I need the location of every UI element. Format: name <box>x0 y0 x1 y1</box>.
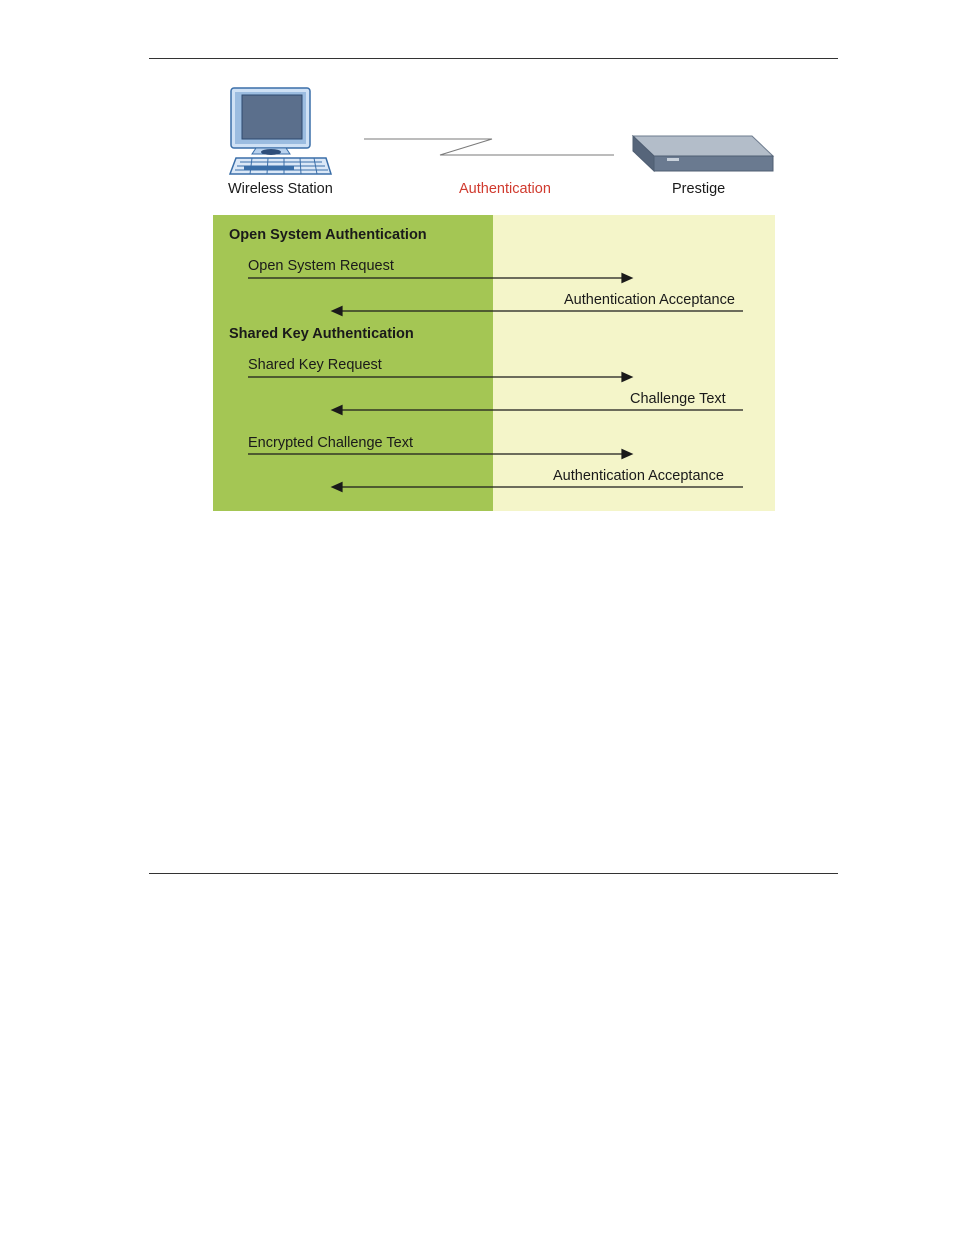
authentication-diagram <box>0 0 954 560</box>
prestige-label: Prestige <box>672 181 726 197</box>
bottom-rule <box>149 873 838 874</box>
shared-key-heading: Shared Key Authentication <box>229 326 414 342</box>
arrow-open-system-request <box>248 274 632 283</box>
arrow-shared-key-request <box>248 373 632 382</box>
arrow-shared-key-acceptance <box>332 483 743 492</box>
arrow-encrypted-challenge <box>248 450 632 459</box>
challenge-text-label: Challenge Text <box>630 391 726 407</box>
shared-key-acceptance-label: Authentication Acceptance <box>553 468 724 484</box>
open-system-heading: Open System Authentication <box>229 227 427 243</box>
message-arrows <box>0 0 954 560</box>
arrow-challenge-text <box>332 406 743 415</box>
shared-key-request-label: Shared Key Request <box>248 357 382 373</box>
encrypted-challenge-label: Encrypted Challenge Text <box>248 435 413 451</box>
open-system-acceptance-label: Authentication Acceptance <box>564 292 735 308</box>
wireless-station-label: Wireless Station <box>228 181 333 197</box>
open-system-request-label: Open System Request <box>248 258 394 274</box>
arrow-open-system-acceptance <box>332 307 743 316</box>
authentication-link-label: Authentication <box>459 181 551 197</box>
